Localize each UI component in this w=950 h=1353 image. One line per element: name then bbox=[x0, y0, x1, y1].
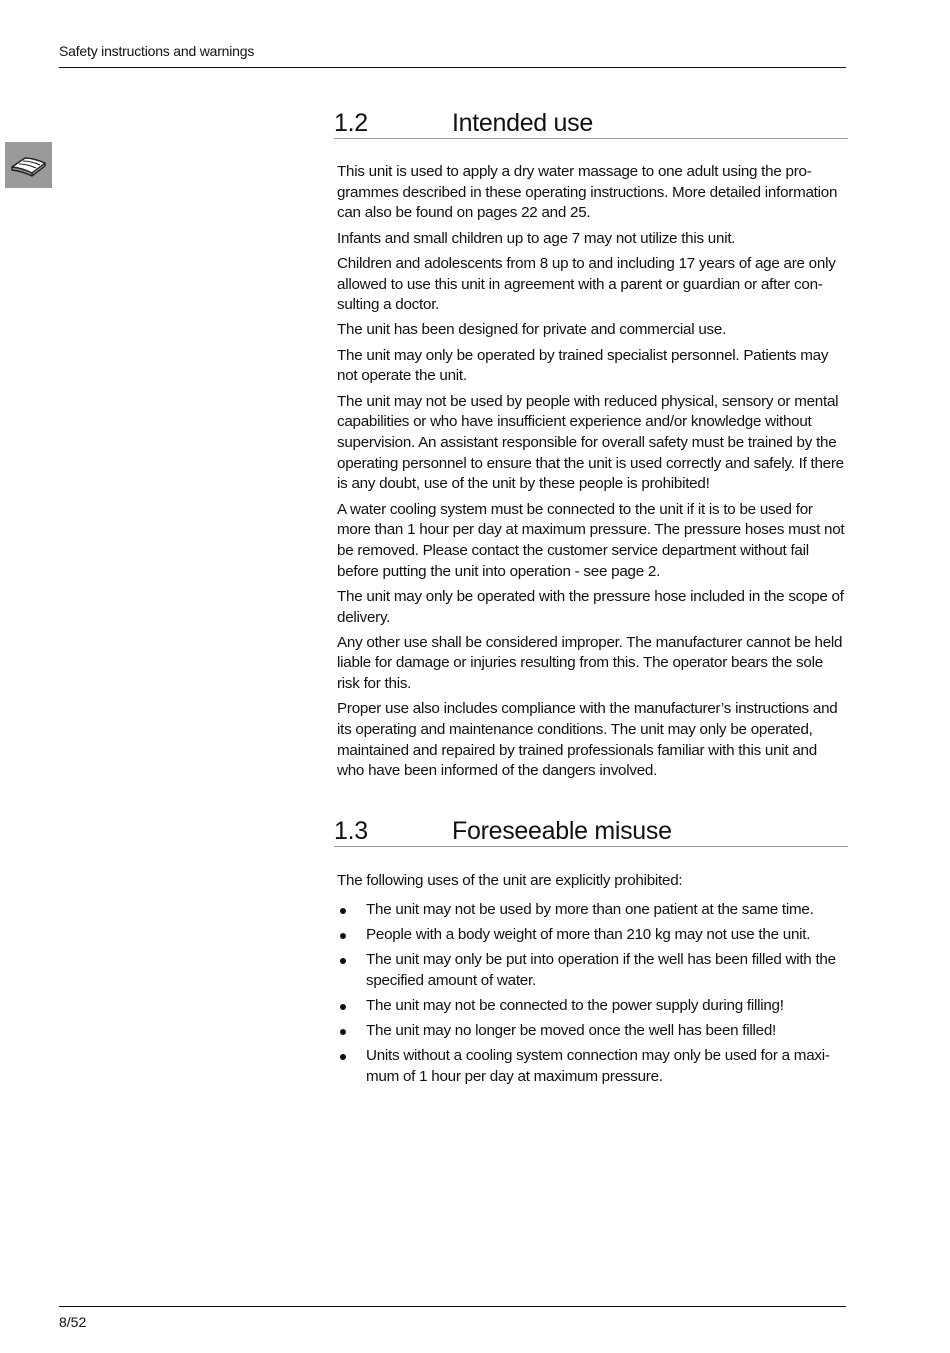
bullet-dot bbox=[340, 958, 346, 964]
header-divider bbox=[59, 67, 846, 68]
list-item-text: The unit may not be connected to the power supply during filling! bbox=[366, 997, 784, 1015]
list-item bbox=[337, 950, 845, 991]
paragraph: The unit may only be operated by trained specialist personnel. Patients may not operate the unit. bbox=[337, 346, 829, 385]
section-title: Intended use bbox=[452, 109, 593, 137]
section-title: Foreseeable misuse bbox=[452, 817, 672, 845]
paragraph: The unit may not be used by people with reduced physical, sensory or mental capabilities or who have insufficient experience and/or knowledge without supervision. An assistant responsible for overall safety must be trained by the operating personnel to ensure that the unit is used correctly and safely. If there is any doubt, use of the unit by these people is prohibited! bbox=[337, 392, 844, 493]
book-icon bbox=[5, 142, 52, 188]
section-foreseeable-misuse bbox=[334, 816, 848, 1092]
list-item-text: Units without a cooling system connection may only be used for a maxi-mum of 1 hour per day at maximum pressure. bbox=[366, 1047, 830, 1086]
list-item bbox=[337, 1021, 845, 1042]
list-item bbox=[337, 996, 845, 1017]
section-intended-use bbox=[334, 108, 848, 787]
bullet-dot bbox=[340, 1004, 346, 1010]
bullet-dot bbox=[340, 908, 346, 914]
list-item bbox=[337, 925, 845, 946]
paragraph: Any other use shall be considered improper. The manufacturer cannot be held liable for damage or injuries resulting from this. The operator bears the sole risk for this. bbox=[337, 633, 843, 693]
section-intro: The following uses of the unit are explicitly prohibited: bbox=[337, 872, 683, 889]
list-item-text: The unit may not be used by more than one patient at the same time. bbox=[366, 900, 814, 918]
paragraph: The unit has been designed for private and commercial use. bbox=[337, 321, 727, 339]
section-heading bbox=[334, 816, 848, 847]
bullet-dot bbox=[340, 933, 346, 939]
section-number: 1.3 bbox=[334, 817, 368, 845]
page-number: 8/52 bbox=[59, 1314, 87, 1330]
footer-divider bbox=[59, 1306, 846, 1307]
bullet-dot bbox=[340, 1029, 346, 1035]
paragraph: Children and adolescents from 8 up to and including 17 years of age are only allowed to use this unit in agreement with a parent or guardian or after con-sulting a doctor. bbox=[337, 254, 836, 314]
paragraph: A water cooling system must be connected to the unit if it is to be used for more than 1 hour per day at maximum pressure. The pressure hoses must not be removed. Please contact the customer service department without fail before putting the unit into operation - see page 2. bbox=[337, 500, 845, 580]
prohibited-uses-list bbox=[337, 900, 845, 1088]
header-title: Safety instructions and warnings bbox=[59, 43, 255, 59]
list-item-text: The unit may only be put into operation if the well has been filled with the specified amount of water. bbox=[366, 951, 836, 989]
paragraph: The unit may only be operated with the pressure hose included in the scope of delivery. bbox=[337, 587, 844, 626]
list-item bbox=[337, 1046, 845, 1087]
paragraph: Infants and small children up to age 7 may not utilize this unit. bbox=[337, 229, 736, 247]
section-heading bbox=[334, 108, 848, 139]
paragraph: This unit is used to apply a dry water massage to one adult using the pro-grammes described in these operating instructions. More detailed information can also be found on pages 22 and 25. bbox=[337, 163, 838, 222]
list-item-text: People with a body weight of more than 210 kg may not use the unit. bbox=[366, 925, 811, 943]
bullet-dot bbox=[340, 1054, 346, 1060]
section-number: 1.2 bbox=[334, 109, 368, 137]
list-item bbox=[337, 900, 845, 921]
list-item-text: The unit may no longer be moved once the well has been filled! bbox=[366, 1022, 777, 1040]
paragraph: Proper use also includes compliance with the manufacturer’s instructions and its operating and maintenance conditions. The unit may only be operated, maintained and repaired by trained professionals familiar with this unit and who have been informed of the dangers involved. bbox=[337, 700, 838, 780]
